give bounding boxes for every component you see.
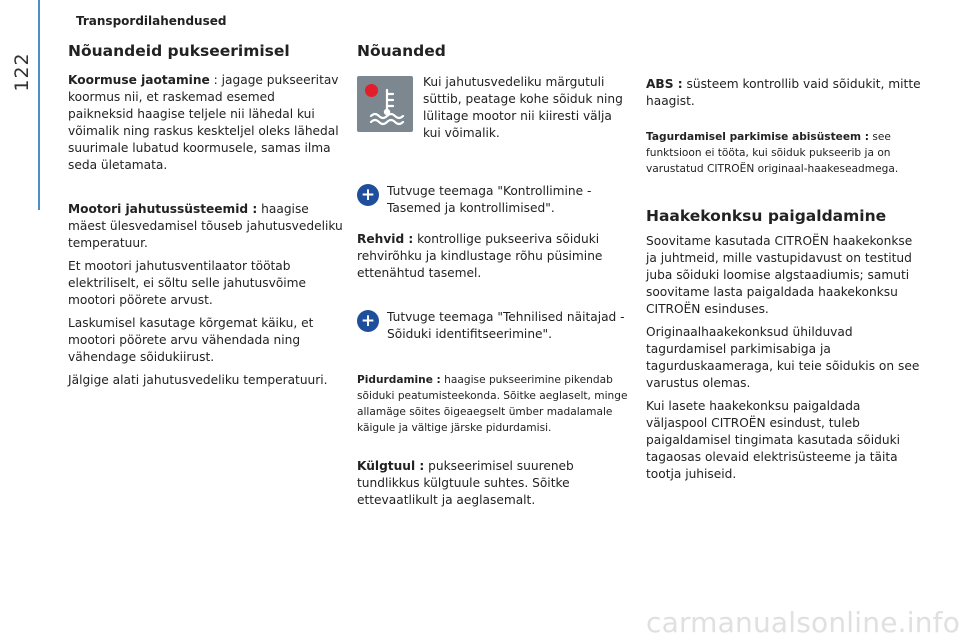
paragraph-downhill: Laskumisel kasutage kõrgemat käiku, et mootori pöörete arvu vähendada ning vähendage sõidukiirust. — [68, 316, 314, 364]
text-crosswind: pukseerimisel suureneb tundlikkus külgtuule suhtes. Sõitke ettevaatlikult ja aeglasemalt. — [357, 459, 574, 507]
column-advice — [357, 42, 632, 512]
paragraph-fan: Et mootori jahutusventilaator töötab elektriliselt, ei sõltu selle jahutusvõime mootori pöörete arvust. — [68, 259, 307, 307]
warning-text: Kui jahutusvedeliku märgutuli süttib, peatage kohe sõiduk ning lülitage mootor nii kiiresti välja kui võimalik. — [423, 75, 623, 140]
label-braking: Pidurdamine : — [357, 374, 441, 386]
page-number: 122 — [11, 52, 33, 92]
paragraph-temperature: Jälgige alati jahutusvedeliku temperatuuri. — [68, 373, 328, 387]
text-abs: süsteem kontrollib vaid sõidukit, mitte haagist. — [646, 77, 921, 108]
heading-towbar-installation: Haakekonksu paigaldamine — [646, 207, 887, 225]
text-braking: haagise pukseerimine pikendab sõiduki peatumisteekonda. Sõitke aeglaselt, minge allamäge sõites õigeaegselt ümber madalamale käigule ja vältige järske pidurdamisi. — [357, 374, 628, 434]
text-cooling: haagise mäest ülesvedamisel tõuseb jahutusvedeliku temperatuur. — [68, 202, 343, 250]
label-tyres: Rehvid : — [357, 232, 414, 246]
label-abs: ABS : — [646, 77, 683, 91]
heading-towing-advice: Nõuandeid pukseerimisel — [68, 42, 290, 60]
text-load-distribution: : jagage pukseeritav koormus nii, et raskemad esemed paikneksid haagise teljele nii lähedal kui võimalik ning raskus keskteljel oleks lähedal suurimale lubatud koormusele, samas ilma seda ületamata. — [68, 73, 339, 172]
paragraph-towbar-external: Kui lasete haakekonksu paigaldada väljaspool CITROËN esindust, tuleb paigaldamisel tingimata kasutada sõiduki tagaosas olevaid elektrisüsteeme ja täita tootja juhiseid. — [646, 399, 901, 481]
coolant-warning-icon — [357, 76, 413, 132]
label-cooling: Mootori jahutussüsteemid : — [68, 202, 258, 216]
plus-info-icon: + — [357, 184, 379, 206]
paragraph-towbar-compatibility: Originaalhaakekonksud ühilduvad tagurdamisel parkimisabiga ja tagurduskaameraga, kui teie sõidukis on see varustus olemas. — [646, 325, 920, 390]
watermark: carmanualsonline.info — [646, 606, 960, 639]
paragraph-crosswind — [357, 458, 632, 509]
heading-advice: Nõuanded — [357, 42, 446, 60]
thermometer-icon — [357, 76, 413, 132]
paragraph-braking — [357, 372, 632, 436]
paragraph-parking-aid — [646, 129, 921, 177]
column-towing-advice — [68, 42, 343, 389]
reference-specs: Tutvuge teemaga "Tehnilised näitajad - Sõiduki identifitseerimine". — [387, 310, 625, 341]
label-parking-aid: Tagurdamisel parkimise abisüsteem : — [646, 131, 869, 143]
paragraph-load-distribution — [68, 72, 343, 174]
paragraph-abs — [646, 76, 921, 110]
plus-info-icon: + — [357, 310, 379, 332]
paragraph-tyres — [357, 231, 632, 282]
label-crosswind: Külgtuul : — [357, 459, 425, 473]
paragraph-cooling — [68, 201, 343, 252]
accent-line — [38, 0, 40, 210]
paragraph-towbar-recommendation: Soovitame kasutada CITROËN haakekonkse ja juhtmeid, mille vastupidavust on testitud juba sõiduki loomise algstaadiumis; samuti soovitame lasta paigaldada haakekonksu CITROËN esinduses. — [646, 234, 913, 316]
text-parking-aid: see funktsioon ei tööta, kui sõiduk pukseerib ja on varustatud CITROËN originaal-haakeseadmega. — [646, 131, 899, 175]
text-tyres: kontrollige pukseeriva sõiduki rehvirõhku ja kindlustage rõhu püsimine ettenähtud tasemel. — [357, 232, 603, 280]
section-title: Transpordilahendused — [76, 14, 227, 28]
label-load-distribution: Koormuse jaotamine — [68, 73, 210, 87]
column-towbar — [646, 76, 921, 483]
reference-checking: Tutvuge teemaga "Kontrollimine - Tasemed ja kontrollimised". — [387, 184, 592, 215]
